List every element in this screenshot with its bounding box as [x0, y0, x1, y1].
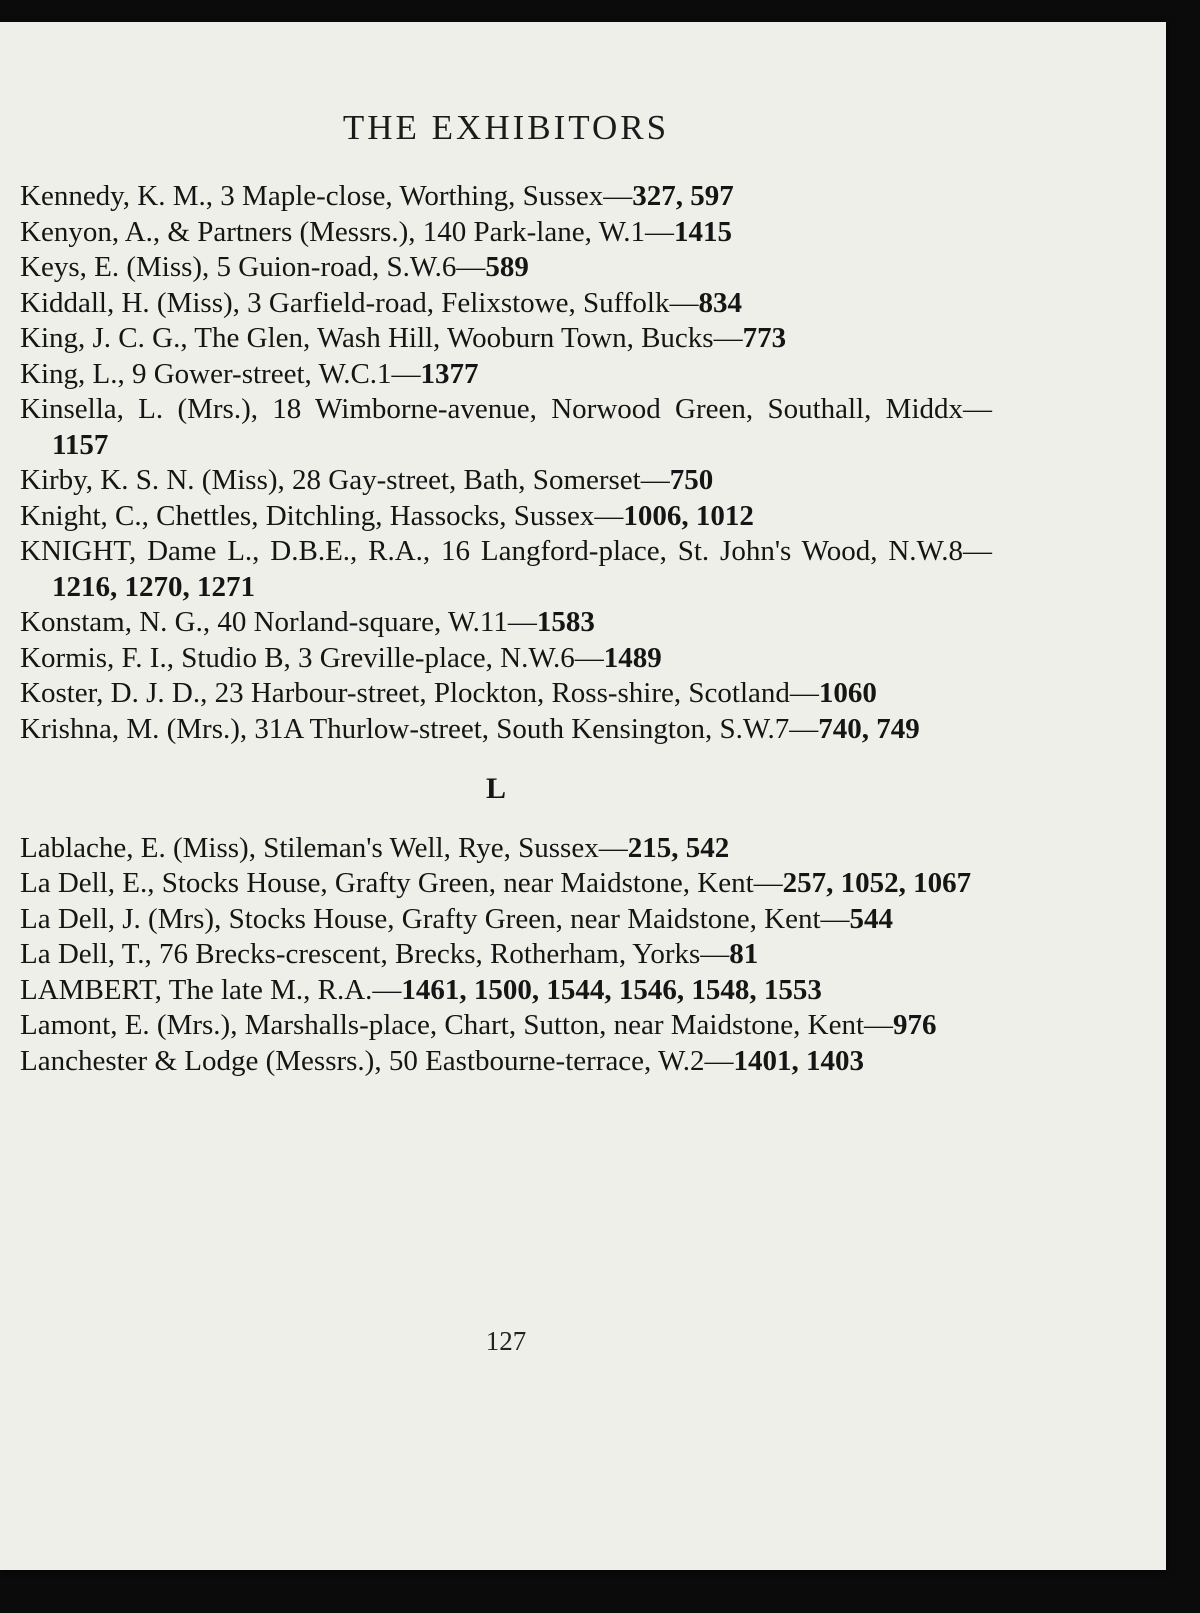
catalogue-numbers: 1377 [420, 357, 479, 390]
exhibitor-address: LAMBERT, The late M., R.A.— [20, 973, 402, 1006]
exhibitor-address: Konstam, N. G., 40 Norland-square, W.11— [20, 606, 537, 638]
exhibitor-entry [20, 641, 992, 677]
exhibitor-address: Knight, C., Chettles, Ditchling, Hassocks, Sussex— [20, 499, 624, 532]
exhibitor-entry [20, 286, 992, 322]
catalogue-numbers: 215, 542 [627, 831, 730, 864]
exhibitor-address: Lamont, E. (Mrs.), Marshalls-place, Chart, Sutton, near Maidstone, Kent— [20, 1009, 894, 1041]
exhibitor-entry [20, 866, 992, 902]
exhibitor-address: Lanchester & Lodge (Messrs.), 50 Eastbourne-terrace, W.2— [20, 1044, 734, 1077]
exhibitor-address: Kirby, K. S. N. (Miss), 28 Gay-street, Bath, Somerset— [20, 464, 670, 496]
page-title: THE EXHIBITORS [342, 108, 670, 147]
exhibitor-entry [20, 1044, 992, 1080]
exhibitor-address: Koster, D. J. D., 23 Harbour-street, Plockton, Ross-shire, Scotland— [20, 677, 819, 709]
catalogue-numbers: 81 [729, 938, 759, 970]
catalogue-numbers: 1157 [52, 428, 109, 461]
exhibitor-address: Kinsella, L. (Mrs.), 18 Wimborne-avenue, Norwood Green, Southall, Middx— [20, 393, 992, 425]
section-k [20, 179, 992, 747]
catalogue-numbers: 1006, 1012 [623, 499, 754, 532]
exhibitor-entry [20, 902, 992, 938]
catalogue-numbers: 773 [742, 322, 787, 354]
exhibitor-entry [20, 357, 992, 393]
catalogue-numbers: 1060 [818, 677, 877, 709]
book-page [0, 22, 1166, 1570]
section-letter-heading: L [485, 772, 506, 805]
page-number: 127 [485, 1326, 527, 1356]
exhibitor-entry [20, 392, 992, 463]
exhibitor-address: King, J. C. G., The Glen, Wash Hill, Wooburn Town, Bucks— [20, 322, 743, 354]
exhibitor-address: La Dell, J. (Mrs), Stocks House, Grafty Green, near Maidstone, Kent— [20, 902, 850, 935]
catalogue-numbers: 740, 749 [818, 712, 920, 745]
exhibitor-address: La Dell, T., 76 Brecks-crescent, Brecks, Rotherham, Yorks— [20, 938, 730, 970]
exhibitor-address: KNIGHT, Dame L., D.B.E., R.A., 16 Langford-place, St. John's Wood, N.W.8— [20, 535, 992, 567]
exhibitor-address: Krishna, M. (Mrs.), 31A Thurlow-street, South Kensington, S.W.7— [20, 712, 819, 745]
catalogue-numbers: 1489 [603, 641, 662, 674]
exhibitor-address: Kormis, F. I., Studio B, 3 Greville-place, N.W.6— [20, 641, 604, 674]
exhibitor-address: Kenyon, A., & Partners (Messrs.), 140 Park-lane, W.1— [20, 215, 675, 248]
exhibitor-address: Keys, E. (Miss), 5 Guion-road, S.W.6— [20, 251, 486, 283]
exhibitor-address: Lablache, E. (Miss), Stileman's Well, Rye, Sussex— [20, 831, 628, 864]
exhibitor-entry [20, 215, 992, 251]
exhibitor-address: Kiddall, H. (Miss), 3 Garfield-road, Felixstowe, Suffolk— [20, 286, 699, 319]
exhibitor-entry [20, 534, 992, 605]
exhibitor-entry [20, 605, 992, 641]
exhibitor-entry [20, 463, 992, 499]
catalogue-numbers: 834 [698, 286, 742, 319]
exhibitor-list [20, 179, 992, 1079]
exhibitor-address: King, L., 9 Gower-street, W.C.1— [20, 357, 421, 390]
exhibitor-entry [20, 321, 992, 357]
exhibitor-entry [20, 937, 992, 973]
exhibitor-address: La Dell, E., Stocks House, Grafty Green, near Maidstone, Kent— [20, 867, 783, 899]
catalogue-numbers: 1583 [536, 606, 595, 638]
exhibitor-address: Kennedy, K. M., 3 Maple-close, Worthing, Sussex— [20, 180, 633, 212]
exhibitor-entry [20, 1008, 992, 1044]
catalogue-numbers: 257, 1052, 1067 [782, 867, 972, 899]
exhibitor-entry [20, 499, 992, 535]
exhibitor-entry [20, 973, 992, 1009]
catalogue-numbers: 976 [893, 1009, 937, 1041]
catalogue-numbers: 1216, 1270, 1271 [52, 570, 255, 603]
catalogue-numbers: 589 [485, 251, 529, 283]
section-l [20, 831, 992, 1080]
exhibitor-entry [20, 179, 992, 215]
exhibitor-entry [20, 250, 992, 286]
exhibitor-entry [20, 712, 992, 748]
catalogue-numbers: 1401, 1403 [733, 1044, 864, 1077]
catalogue-numbers: 544 [849, 902, 894, 935]
catalogue-numbers: 1461, 1500, 1544, 1546, 1548, 1553 [401, 973, 822, 1006]
exhibitor-entry [20, 831, 992, 867]
catalogue-numbers: 1415 [674, 215, 733, 248]
catalogue-numbers: 750 [669, 464, 714, 496]
exhibitor-entry [20, 676, 992, 712]
catalogue-numbers: 327, 597 [632, 180, 734, 212]
